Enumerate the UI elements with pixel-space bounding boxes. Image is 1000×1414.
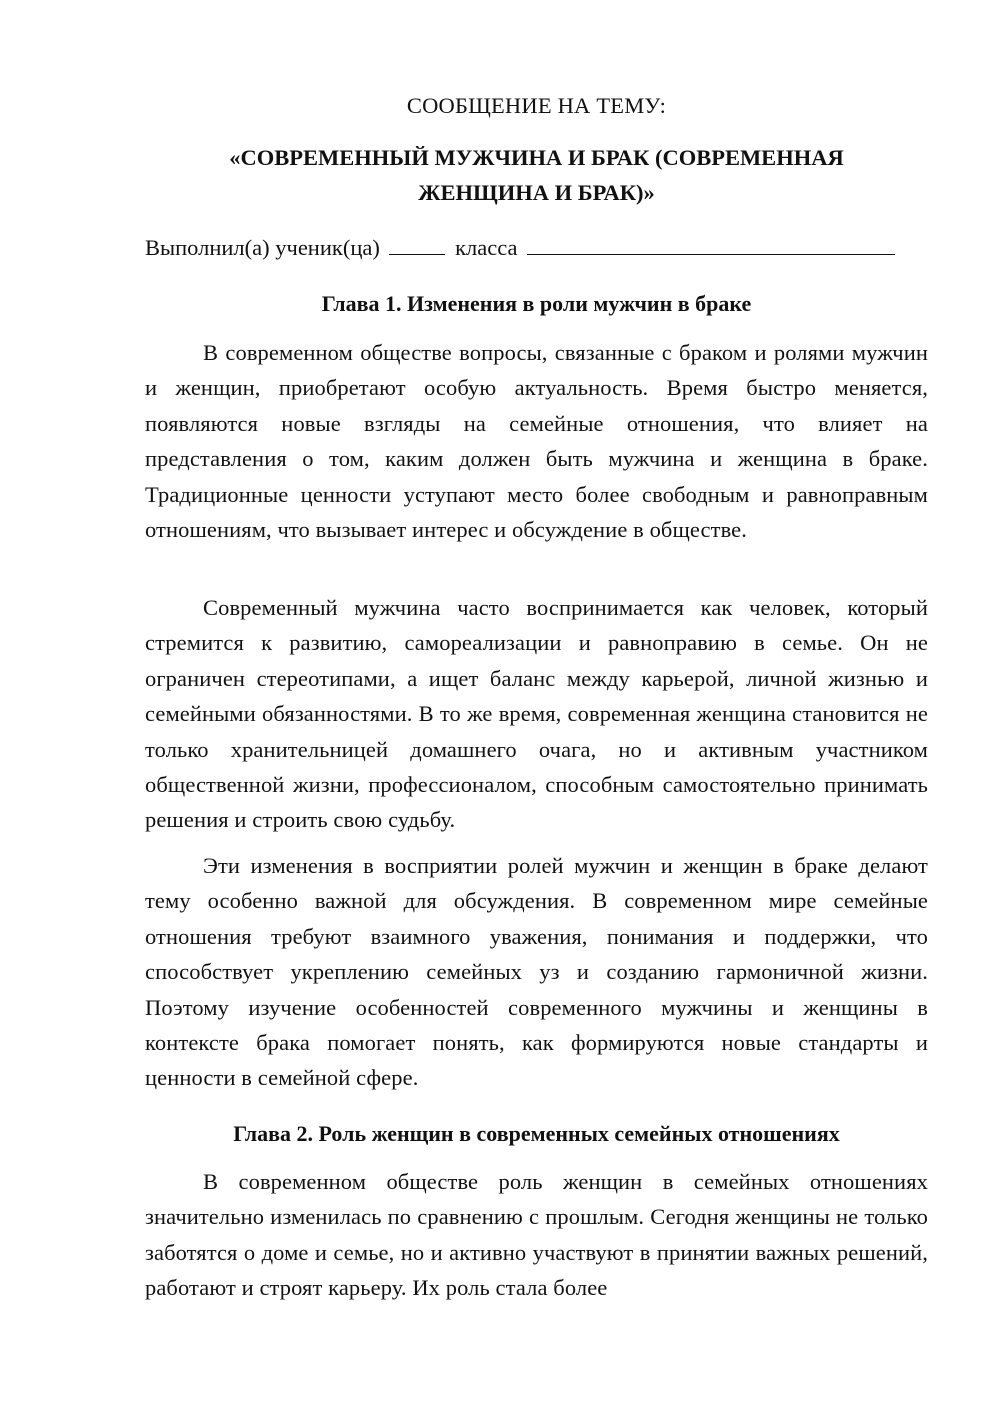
chapter1-paragraph-2: Современный мужчина часто воспринимается как человек, который стремится к развитию, самореализации и равноправию в семье. Он не ограничен стереотипами, а ищет баланс между карьерой, личной жизнью и семейными обязанностями. В то же время, современная женщина становится не только хранительницей домашнего очага, но и активным участником общественной жизни, профессионалом, способным самостоятельно принимать решения и строить свою судьбу. <box>145 595 928 833</box>
author-line <box>145 230 928 265</box>
chapter1-paragraph-3: Эти изменения в восприятии ролей мужчин и женщин в браке делают тему особенно важной для обсуждения. В современном мире семейные отношения требуют взаимного уважения, понимания и поддержки, что способствует укреплению семейных уз и созданию гармоничной жизни. Поэтому изучение особенностей современного мужчины и женщины в контексте брака помогает понять, как формируются новые стандарты и ценности в семейной сфере. <box>145 853 928 1091</box>
chapter1-paragraph-1: В современном обществе вопросы, связанные с браком и ролями мужчин и женщин, приобретают особую актуальность. Время быстро меняется, появляются новые взгляды на семейные отношения, что влияет на представления о том, каким должен быть мужчина и женщина в браке. Традиционные ценности уступают место более свободным и равноправным отношениям, что вызывает интерес и обсуждение в обществе. <box>145 340 928 543</box>
chapter2-paragraph-1: В современном обществе роль женщин в семейных отношениях значительно изменилась по сравнению с прошлым. Сегодня женщины не только заботятся о доме и семье, но и активно участвуют в принятии важных решений, работают и строят карьеру. Их роль стала более <box>145 1169 928 1301</box>
grade-blank <box>389 230 445 255</box>
topic-line: СООБЩЕНИЕ НА ТЕМУ: <box>406 93 667 118</box>
name-blank <box>527 230 895 255</box>
chapter1-heading: Глава 1. Изменения в роли мужчин в браке <box>321 291 752 316</box>
author-middle: класса <box>455 235 518 260</box>
document-title: «СОВРЕМЕННЫЙ МУЖЧИНА И БРАК (СОВРЕМЕННАЯ ЖЕНЩИНА И БРАК)» <box>229 145 844 205</box>
chapter2-heading: Глава 2. Роль женщин в современных семейных отношениях <box>233 1121 840 1146</box>
author-prefix: Выполнил(а) ученик(ца) <box>145 235 380 260</box>
